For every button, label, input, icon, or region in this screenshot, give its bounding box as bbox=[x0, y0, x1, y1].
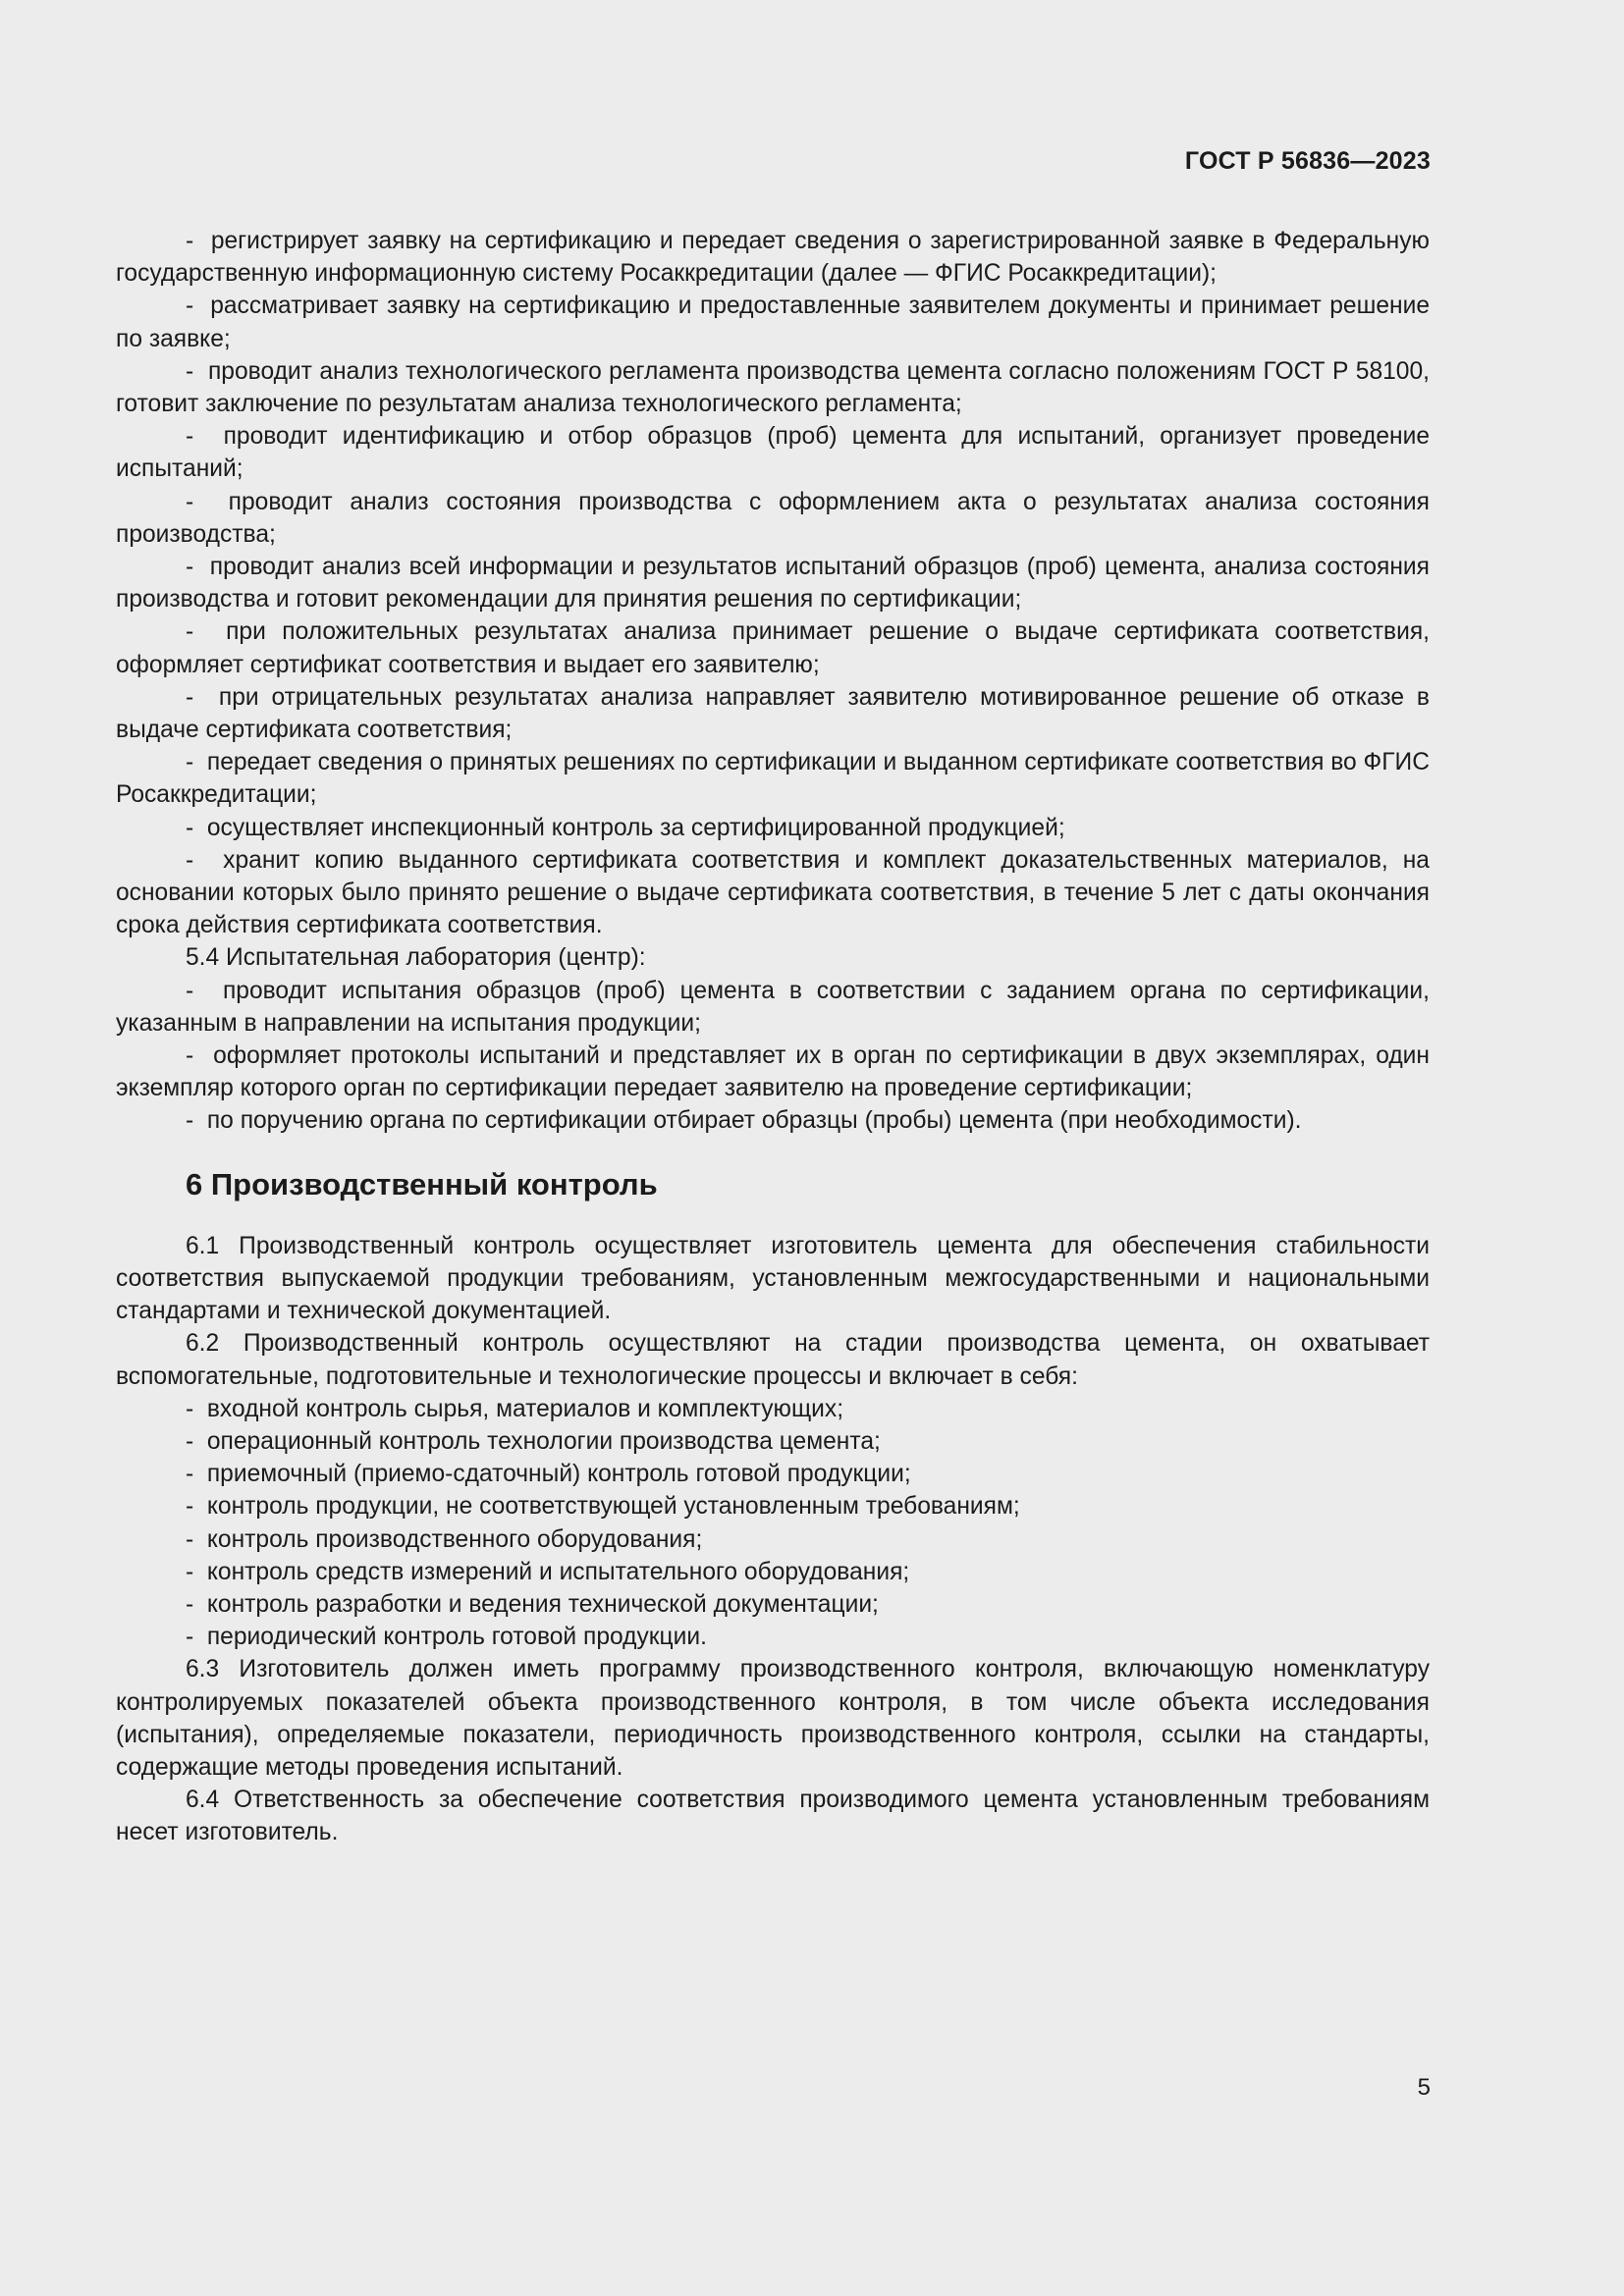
list-item: - входной контроль сырья, материалов и комплектующих; bbox=[116, 1393, 1430, 1425]
list-item: - контроль производственного оборудования; bbox=[116, 1523, 1430, 1556]
page-number: 5 bbox=[1417, 2074, 1431, 2101]
list-item: - при отрицательных результатах анализа направляет заявителю мотивированное решение об отказе в выдаче сертификата соответствия; bbox=[116, 681, 1430, 746]
list-item: - при положительных результатах анализа принимает решение о выдаче сертификата соответствия, оформляет сертификат соответствия и выдает его заявителю; bbox=[116, 615, 1430, 680]
list-item: - приемочный (приемо-сдаточный) контроль готовой продукции; bbox=[116, 1458, 1430, 1490]
list-item: - регистрирует заявку на сертификацию и передает сведения о зарегистрированной заявке в Федеральную государственную информационную систему Росаккредитации (далее — ФГИС Росаккредитации); bbox=[116, 225, 1430, 290]
section-6-title: 6 Производственный контроль bbox=[186, 1166, 658, 1201]
list-item: - передает сведения о принятых решениях по сертификации и выданном сертификате соответствия во ФГИС Росаккредитации; bbox=[116, 746, 1430, 811]
list-item: - оформляет протоколы испытаний и представляет их в орган по сертификации в двух экземплярах, один экземпляр которого орган по сертификации передает заявителю на проведение сертификации; bbox=[116, 1040, 1430, 1104]
list-item: - осуществляет инспекционный контроль за сертифицированной продукцией; bbox=[116, 812, 1430, 844]
list-item: - проводит анализ всей информации и результатов испытаний образцов (проб) цемента, анализа состояния производства и готовит рекомендации для принятия решения по сертификации; bbox=[116, 551, 1430, 615]
list-item: - проводит испытания образцов (проб) цемента в соответствии с заданием органа по сертификации, указанным в направлении на испытания продукции; bbox=[116, 975, 1430, 1040]
page-body bbox=[116, 225, 1430, 1849]
list-item: - контроль средств измерений и испытательного оборудования; bbox=[116, 1556, 1430, 1588]
paragraph-6-4: 6.4 Ответственность за обеспечение соответствия производимого цемента установленным требованиям несет изготовитель. bbox=[116, 1787, 1430, 1846]
list-item: - проводит идентификацию и отбор образцов (проб) цемента для испытаний, организует проведение испытаний; bbox=[116, 420, 1430, 485]
list-item: - хранит копию выданного сертификата соответствия и комплект доказательственных материалов, на основании которых было принято решение о выдаче сертификата соответствия, в течение 5 лет с даты окончания срока действия сертификата соответствия. bbox=[116, 844, 1430, 942]
list-item: - контроль продукции, не соответствующей установленным требованиям; bbox=[116, 1490, 1430, 1522]
list-item: - операционный контроль технологии производства цемента; bbox=[116, 1425, 1430, 1458]
list-item: - контроль разработки и ведения технической документации; bbox=[116, 1588, 1430, 1621]
list-item: - по поручению органа по сертификации отбирает образцы (пробы) цемента (при необходимости). bbox=[116, 1104, 1430, 1137]
paragraph-6-2: 6.2 Производственный контроль осуществляют на стадии производства цемента, он охватывает вспомогательные, подготовительные и технологические процессы и включает в себя: bbox=[116, 1330, 1430, 1390]
document-id-header: ГОСТ Р 56836—2023 bbox=[1184, 147, 1431, 175]
list-item: - периодический контроль готовой продукции. bbox=[116, 1621, 1430, 1653]
list-item: - проводит анализ состояния производства с оформлением акта о результатах анализа состояния производства; bbox=[116, 486, 1430, 551]
paragraph-6-1: 6.1 Производственный контроль осуществляет изготовитель цемента для обеспечения стабильности соответствия выпускаемой продукции требованиям, установленным межгосударственными и национальными стандартами и технической документацией. bbox=[116, 1232, 1430, 1325]
paragraph-6-3: 6.3 Изготовитель должен иметь программу производственного контроля, включающую номенклатуру контролируемых показателей объекта производственного контроля, в том числе объекта исследования (испытания), определяемые показатели, периодичность производственного контроля, ссылки на стандарты, содержащие методы проведения испытаний. bbox=[116, 1656, 1430, 1781]
clause-5-4-heading: 5.4 Испытательная лаборатория (центр): bbox=[186, 944, 646, 972]
list-item: - проводит анализ технологического регламента производства цемента согласно положениям ГОСТ Р 58100, готовит заключение по результатам анализа технологического регламента; bbox=[116, 355, 1430, 420]
list-item: - рассматривает заявку на сертификацию и предоставленные заявителем документы и принимает решение по заявке; bbox=[116, 290, 1430, 354]
